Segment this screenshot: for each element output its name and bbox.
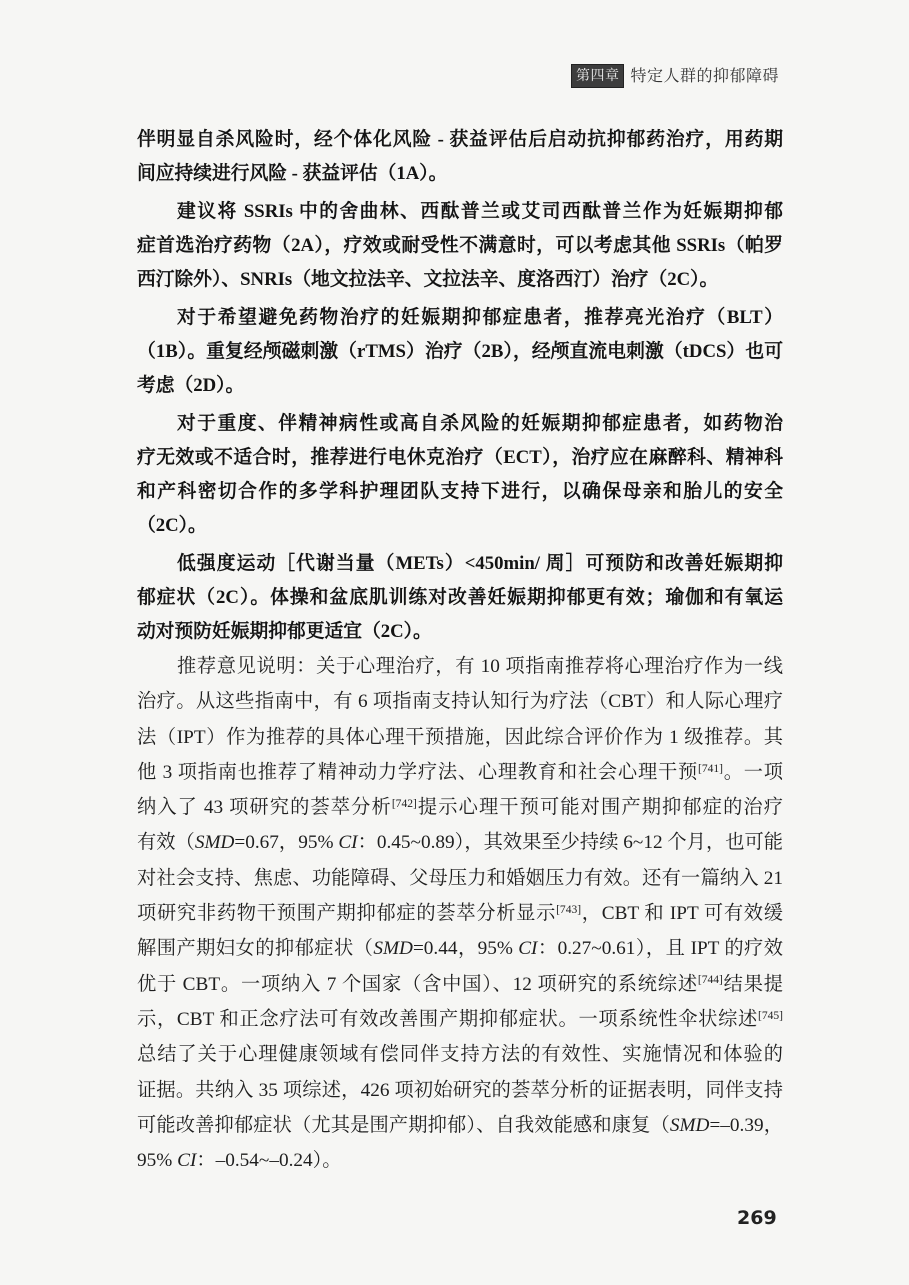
- line-text: 。一项: [722, 761, 784, 783]
- text-line: 疗无效或不适合时，推荐进行电休克治疗（ECT），治疗应在麻醉科、精神科: [137, 447, 783, 468]
- recommendation-paragraph: [137, 407, 783, 543]
- line-text: ：0.45~0.89），其效果至少持续 6~12 个月，也可能: [357, 832, 784, 854]
- running-head: [571, 64, 779, 88]
- line-text: ：–0.54~–0.24）。: [196, 1150, 342, 1172]
- text-line: 治疗。从这些指南中，有 6 项指南支持认知行为疗法（CBT）和人际心理疗: [137, 691, 783, 713]
- text-line: （2C）。: [137, 515, 207, 536]
- text-line: （1B）。重复经颅磁刺激（rTMS）治疗（2B），经颅直流电刺激（tDCS）也可: [137, 341, 783, 362]
- text-line: [137, 790, 783, 825]
- line-text: 他 3 项指南也推荐了精神动力学疗法、心理教育和社会心理干预: [137, 761, 698, 783]
- text-line: 证据。共纳入 35 项综述，426 项初始研究的荟萃分析的证据表明，同伴支持: [137, 1079, 783, 1101]
- line-text: 解围产期妇女的抑郁症状（: [137, 938, 374, 960]
- line-text: 提示心理干预可能对围产期抑郁症的治疗: [416, 797, 784, 819]
- statistic-symbol: CI: [338, 832, 358, 854]
- citation-ref: [745]: [757, 1009, 783, 1022]
- page-number: 269: [737, 1207, 777, 1229]
- text-line: 对于重度、伴精神病性或高自杀风险的妊娠期抑郁症患者，如药物治: [177, 413, 783, 434]
- line-text: =–0.39，: [709, 1114, 783, 1136]
- statistic-symbol: SMD: [669, 1114, 710, 1136]
- recommendation-paragraph: [137, 301, 783, 403]
- text-line: 建议将 SSRIs 中的舍曲林、西酞普兰或艾司西酞普兰作为妊娠期抑郁: [177, 201, 783, 222]
- text-line: 西汀除外）、SNRIs（地文拉法辛、文拉法辛、度洛西汀）治疗（2C）。: [137, 269, 719, 290]
- recommendation-paragraph: [137, 195, 783, 297]
- text-line: 伴明显自杀风险时，经个体化风险 - 获益评估后启动抗抑郁药治疗，用药期: [137, 129, 783, 150]
- line-text: 示，CBT 和正念疗法可有效改善围产期抑郁症状。一项系统性伞状综述: [137, 1008, 758, 1030]
- recommendation-paragraph: [137, 547, 783, 649]
- text-line: 间应持续进行风险 - 获益评估（1A）。: [137, 163, 448, 184]
- statistic-symbol: CI: [518, 938, 538, 960]
- line-text: 纳入了 43 项研究的荟萃分析: [137, 797, 392, 819]
- page-body: [137, 123, 783, 1178]
- citation-ref: [742]: [391, 797, 417, 810]
- text-line: [137, 931, 783, 966]
- line-text: 95%: [137, 1150, 178, 1172]
- line-text: 可能改善抑郁症状（尤其是围产期抑郁）、自我效能感和康复（: [137, 1114, 670, 1136]
- text-line: 郁症状（2C）。体操和盆底肌训练对改善妊娠期抑郁更有效；瑜伽和有氧运: [137, 587, 783, 608]
- text-line: [137, 1002, 783, 1037]
- text-line: 低强度运动［代谢当量（METs）<450min/ 周］可预防和改善妊娠期抑: [177, 553, 783, 574]
- citation-ref: [741]: [697, 762, 723, 775]
- text-line: 症首选治疗药物（2A），疗效或耐受性不满意时，可以考虑其他 SSRIs（帕罗: [137, 235, 783, 256]
- line-text: 有效（: [137, 832, 195, 854]
- text-line: [137, 1108, 783, 1143]
- text-line: [137, 755, 783, 790]
- text-line: 动对预防妊娠期抑郁更适宜（2C）。: [137, 621, 432, 642]
- line-text: ，CBT 和 IPT 可有效缓: [581, 903, 783, 925]
- citation-ref: [743]: [556, 903, 582, 916]
- explanation-paragraph: [137, 649, 783, 1178]
- line-text: 结果提: [722, 973, 784, 995]
- text-line: [137, 825, 783, 860]
- statistic-symbol: SMD: [373, 938, 413, 960]
- text-line: [137, 896, 783, 931]
- chapter-title: 特定人群的抑郁障碍: [630, 66, 779, 85]
- text-line: 推荐意见说明：关于心理治疗，有 10 项指南推荐将心理治疗作为一线: [177, 656, 783, 677]
- citation-ref: [744]: [697, 974, 723, 987]
- recommendation-paragraph: [137, 123, 783, 191]
- statistic-symbol: CI: [177, 1150, 197, 1172]
- line-text: 优于 CBT。一项纳入 7 个国家（含中国）、12 项研究的系统综述: [137, 973, 698, 995]
- text-line: 总结了关于心理健康领域有偿同伴支持方法的有效性、实施情况和体验的: [137, 1044, 783, 1066]
- text-line: [137, 967, 783, 1002]
- chapter-label: 第四章: [571, 64, 625, 88]
- line-text: ：0.27~0.61），且 IPT 的疗效: [537, 938, 784, 960]
- text-line: 考虑（2D）。: [137, 375, 245, 396]
- text-line: 法（IPT）作为推荐的具体心理干预措施，因此综合评价作为 1 级推荐。其: [137, 726, 783, 748]
- text-line: 对于希望避免药物治疗的妊娠期抑郁症患者，推荐亮光治疗（BLT）: [177, 307, 783, 328]
- line-text: =0.44，95%: [412, 938, 519, 960]
- text-line: 对社会支持、焦虑、功能障碍、父母压力和婚姻压力有效。还有一篇纳入 21: [137, 867, 783, 889]
- text-line: [137, 1143, 783, 1178]
- text-line: 和产科密切合作的多学科护理团队支持下进行，以确保母亲和胎儿的安全: [137, 481, 783, 502]
- line-text: 项研究非药物干预围产期抑郁症的荟萃分析显示: [137, 903, 557, 925]
- line-text: =0.67，95%: [234, 832, 339, 854]
- statistic-symbol: SMD: [194, 832, 235, 854]
